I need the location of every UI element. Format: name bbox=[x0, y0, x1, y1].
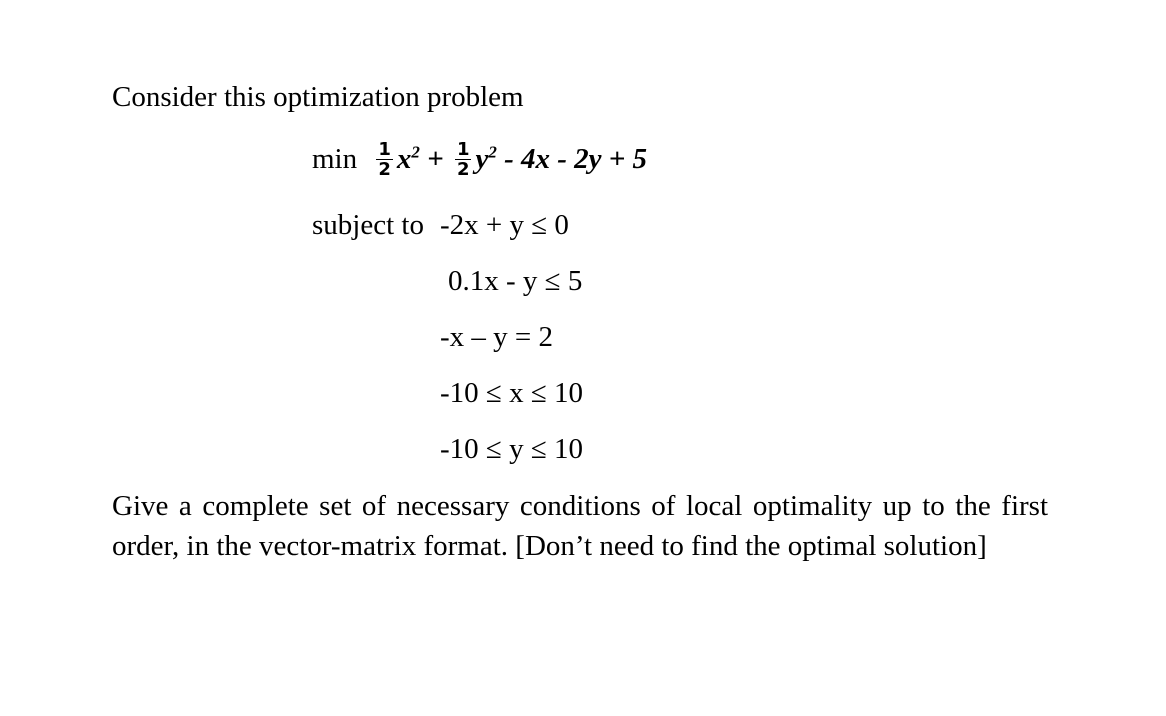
constraint-4: -10 ≤ x ≤ 10 bbox=[440, 377, 583, 409]
objective-remainder: - 4x - 2y + 5 bbox=[496, 143, 648, 176]
variable-x: x bbox=[396, 143, 412, 176]
min-label: min bbox=[312, 143, 358, 176]
exponent: 2 bbox=[411, 142, 420, 162]
objective-term-y bbox=[475, 143, 647, 175]
plus-sign: + bbox=[427, 143, 444, 176]
objective-term-x bbox=[397, 143, 444, 175]
fraction-numerator: 1 bbox=[456, 139, 470, 160]
question-text: Give a complete set of necessary conditions of local optimality up to the first order, in the vector-matrix format. [Don’t need to find the optimal solution] bbox=[112, 490, 1048, 562]
fraction-numerator: 1 bbox=[378, 139, 391, 160]
constraint-1: -2x + y ≤ 0 bbox=[439, 209, 569, 241]
fraction-denominator: 2 bbox=[378, 159, 391, 180]
constraint-3: -x – y = 2 bbox=[440, 321, 554, 353]
variable-y: y bbox=[475, 143, 489, 176]
fraction-one-half-1 bbox=[376, 140, 393, 179]
fraction-denominator: 2 bbox=[456, 159, 470, 180]
constraint-row-1 bbox=[312, 208, 569, 242]
subject-to-label: subject to bbox=[312, 209, 424, 241]
exponent: 2 bbox=[488, 142, 497, 162]
intro-text: Consider this optimization problem bbox=[112, 81, 524, 113]
objective-function bbox=[312, 139, 648, 181]
fraction-one-half-2 bbox=[455, 140, 472, 179]
constraint-5: -10 ≤ y ≤ 10 bbox=[440, 433, 583, 465]
constraint-2: 0.1x - y ≤ 5 bbox=[448, 265, 583, 297]
